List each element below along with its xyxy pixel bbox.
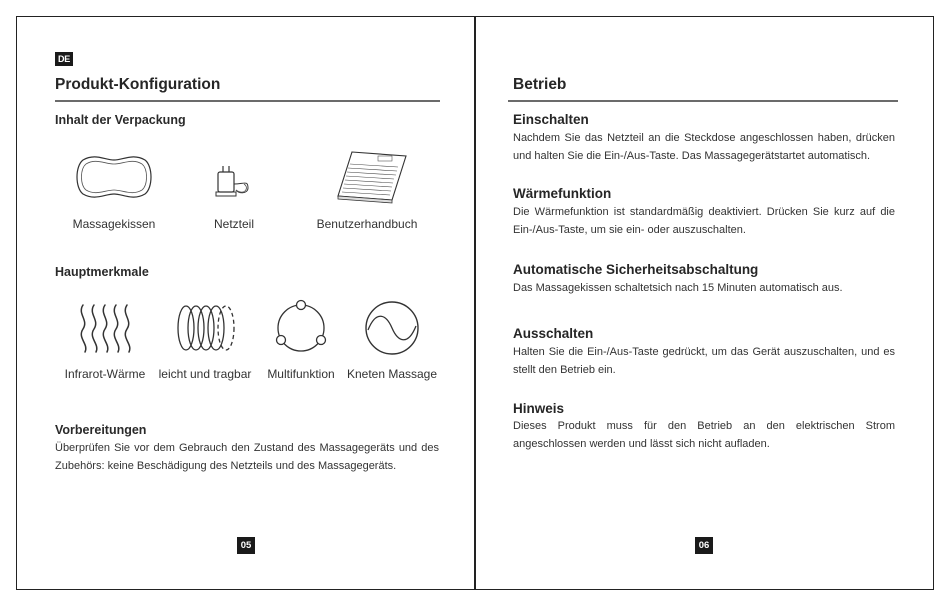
package-item-label: Massagekissen	[72, 217, 156, 231]
feature-label: leicht und tragbar	[158, 367, 252, 381]
coil-icon	[174, 302, 240, 354]
package-item-label: Netzteil	[213, 217, 255, 231]
page-title-left: Produkt-Konfiguration	[55, 76, 221, 93]
section-heading: Wärmefunktion	[513, 186, 612, 201]
section-heading: Automatische Sicherheitsabschaltung	[513, 262, 759, 277]
title-rule-right	[508, 100, 898, 102]
section-heading: Hinweis	[513, 401, 565, 416]
page-divider	[474, 16, 476, 590]
section-text: Dieses Produkt muss für den Betrieb an den elektrischen Strom angeschlossen werden und lässt sich nicht aufladen.	[513, 420, 895, 450]
heat-waves-icon	[77, 302, 133, 354]
manual-icon	[336, 150, 408, 204]
page-number-left: 05	[237, 537, 255, 554]
section-heading: Ausschalten	[513, 326, 594, 341]
multifunction-icon	[273, 298, 329, 356]
package-item-label: Benutzerhandbuch	[316, 217, 418, 231]
section-text: Das Massagekissen schaltetsich nach 15 Minuten automatisch aus.	[513, 282, 843, 294]
page-number-right: 06	[695, 537, 713, 554]
power-adapter-icon	[214, 158, 254, 200]
preparation-text: Überprüfen Sie vor dem Gebrauch den Zustand des Massagegeräts und des Zubehörs: keine Beschädigung des Netzteils und des Massagegeräts.	[55, 442, 439, 472]
kneading-icon	[364, 300, 420, 356]
feature-label: Kneten Massage	[346, 367, 438, 381]
pillow-icon	[75, 152, 153, 202]
language-badge: DE	[55, 52, 73, 66]
page-title-right: Betrieb	[513, 76, 567, 93]
section-heading: Einschalten	[513, 112, 589, 127]
section-text: Nachdem Sie das Netzteil an die Steckdose angeschlossen haben, drücken und halten Sie die Ein-/Aus-Taste. Das Massagegerätstartet automatisch.	[513, 132, 895, 162]
package-contents-heading: Inhalt der Verpackung	[55, 113, 186, 127]
section-text: Die Wärmefunktion ist standardmäßig deaktiviert. Drücken Sie kurz auf die Ein-/Aus-Taste, um sie ein- oder auszuschalten.	[513, 206, 895, 236]
title-rule-left	[55, 100, 440, 102]
feature-label: Infrarot-Wärme	[64, 367, 146, 381]
section-text: Halten Sie die Ein-/Aus-Taste gedrückt, um das Gerät auszuschalten, und es stellt den Betrieb ein.	[513, 346, 895, 376]
feature-label: Multifunktion	[267, 367, 335, 381]
preparation-heading: Vorbereitungen	[55, 423, 147, 437]
key-features-heading: Hauptmerkmale	[55, 265, 149, 279]
